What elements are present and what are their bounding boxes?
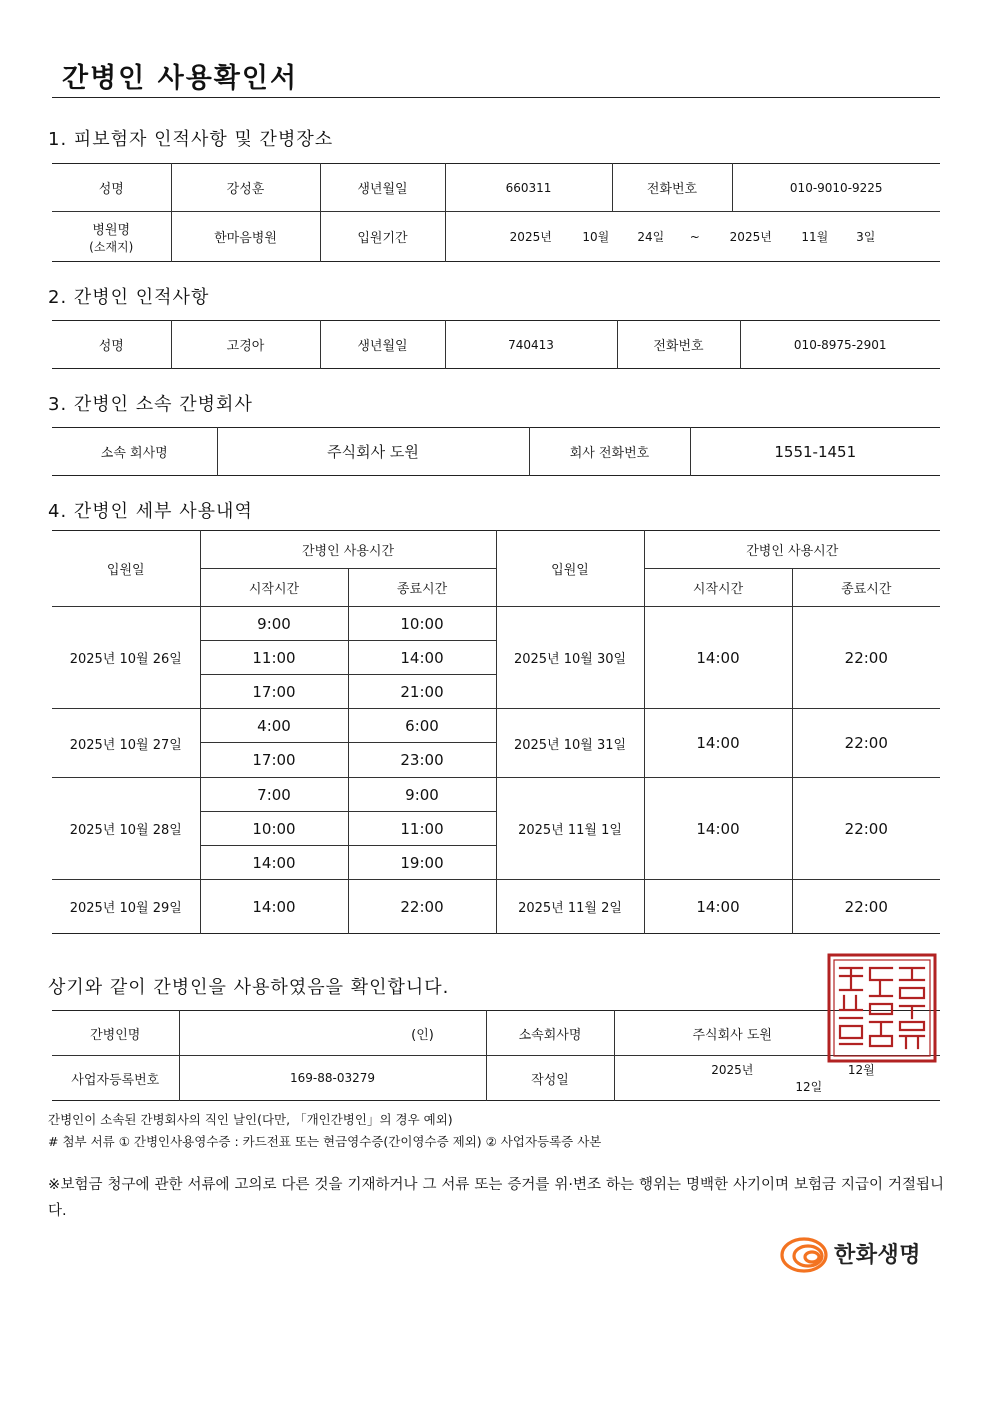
usage-left-start: 7:00 [200,778,348,812]
period-end-month: 11월 [801,230,829,244]
insured-phone-label: 전화번호 [612,164,732,212]
seal-mark: (인) [411,1027,434,1043]
usage-right-date: 2025년 11월 2일 [496,880,644,934]
caregiver-table [52,320,940,369]
caregiver-seal-cell [179,1011,486,1056]
written-year: 2025년 [711,1063,754,1077]
hospital-label-line2: (소재지) [89,239,134,254]
hospital-label-line1: 병원명 [92,222,131,238]
usage-left-start: 9:00 [200,607,348,641]
logo-text: 한화생명 [834,1243,922,1268]
usage-left-start: 10:00 [200,812,348,846]
usage-header-end-right: 종료시간 [792,569,940,607]
usage-left-date: 2025년 10월 28일 [52,778,200,880]
usage-header-date-right: 입원일 [496,531,644,607]
caregiver-birth: 740413 [445,321,617,369]
period-start-year: 2025년 [509,230,552,244]
usage-left-end: 23:00 [348,743,496,778]
hanwha-life-logo [778,1232,938,1278]
usage-right-date: 2025년 11월 1일 [496,778,644,880]
usage-left-start: 17:00 [200,675,348,709]
usage-left-end: 10:00 [348,607,496,641]
title-underline [52,97,940,98]
insured-table [52,163,940,262]
section-2-heading: 2. 간병인 인적사항 [48,287,210,308]
company-phone-label: 회사 전화번호 [529,428,690,476]
usage-left-end: 22:00 [348,880,496,934]
usage-header-end-left: 종료시간 [348,569,496,607]
period-start-month: 10월 [582,230,610,244]
usage-left-start: 11:00 [200,641,348,675]
section-1-heading: 1. 피보험자 인적사항 및 간병장소 [48,129,334,150]
company-name-label: 소속 회사명 [52,428,217,476]
usage-left-start: 14:00 [200,880,348,934]
hospital-name: 한마음병원 [171,212,320,262]
usage-left-end: 6:00 [348,709,496,743]
usage-right-start: 14:00 [644,607,792,709]
usage-header-date-left: 입원일 [52,531,200,607]
insured-phone: 010-9010-9225 [732,164,940,212]
insured-name-label: 성명 [52,164,171,212]
caregiver-phone: 010-8975-2901 [740,321,940,369]
usage-header-start-right: 시작시간 [644,569,792,607]
usage-left-date: 2025년 10월 26일 [52,607,200,709]
company-name: 주식회사 도원 [217,428,529,476]
period-label: 입원기간 [320,212,445,262]
written-date-label: 작성일 [486,1056,614,1101]
usage-right-end: 22:00 [792,778,940,880]
usage-right-start: 14:00 [644,709,792,778]
usage-right-date: 2025년 10월 31일 [496,709,644,778]
note-seal: 간병인이 소속된 간병회사의 직인 날인(다만, 「개인간병인」의 경우 예외) [48,1112,453,1127]
written-month: 12월 [847,1063,875,1077]
company-table [52,427,940,476]
caregiver-phone-label: 전화번호 [617,321,740,369]
insured-birth: 660311 [445,164,612,212]
usage-left-date: 2025년 10월 27일 [52,709,200,778]
hanwha-logo-icon [778,1232,832,1278]
insured-name: 강성훈 [171,164,320,212]
usage-left-start: 17:00 [200,743,348,778]
bizno: 169-88-03279 [179,1056,486,1101]
company-phone: 1551-1451 [690,428,940,476]
usage-header-start-left: 시작시간 [200,569,348,607]
caregiver-name-label: 성명 [52,321,171,369]
company-sign-name: 주식회사 도원 [692,1027,772,1043]
caregiver-name: 고경아 [171,321,320,369]
note-attachments: # 첨부 서류 ① 간병인사용영수증 : 카드전표 또는 현금영수증(간이영수증 제외) ② 사업자등록증 사본 [48,1134,602,1149]
usage-left-end: 9:00 [348,778,496,812]
period-tilde: ~ [689,230,700,244]
written-day: 12일 [795,1080,823,1094]
usage-left-start: 14:00 [200,846,348,880]
period-start-day: 24일 [637,230,665,244]
caregiver-name-sign-label: 간병인명 [52,1011,179,1056]
section-3-heading: 3. 간병인 소속 간병회사 [48,394,253,415]
caregiver-birth-label: 생년월일 [320,321,445,369]
admission-period [445,212,940,262]
period-end-day: 3일 [856,230,876,244]
confirmation-text: 상기와 같이 간병인을 사용하였음을 확인합니다. [48,977,450,998]
signature-table [52,1010,940,1101]
insured-birth-label: 생년월일 [320,164,445,212]
page-title: 간병인 사용확인서 [62,63,299,94]
usage-right-start: 14:00 [644,778,792,880]
usage-header-time-left: 간병인 사용시간 [200,531,496,569]
usage-right-end: 22:00 [792,880,940,934]
company-seal-stamp [826,952,938,1064]
usage-table [52,530,940,934]
usage-left-start: 4:00 [200,709,348,743]
usage-left-end: 11:00 [348,812,496,846]
section-4-heading: 4. 간병인 세부 사용내역 [48,501,253,522]
period-end-year: 2025년 [729,230,772,244]
bizno-label: 사업자등록번호 [52,1056,179,1101]
hospital-label [52,212,171,262]
usage-right-end: 22:00 [792,709,940,778]
company-sign-label: 소속회사명 [486,1011,614,1056]
usage-right-start: 14:00 [644,880,792,934]
usage-left-end: 21:00 [348,675,496,709]
usage-left-end: 14:00 [348,641,496,675]
usage-right-date: 2025년 10월 30일 [496,607,644,709]
usage-left-date: 2025년 10월 29일 [52,880,200,934]
usage-right-end: 22:00 [792,607,940,709]
usage-header-time-right: 간병인 사용시간 [644,531,940,569]
usage-left-end: 19:00 [348,846,496,880]
fraud-warning: ※보험금 청구에 관한 서류에 고의로 다른 것을 기재하거나 그 서류 또는 증거를 위·변조 하는 행위는 명백한 사기이며 보험금 지급이 거절됩니다. [48,1177,944,1219]
